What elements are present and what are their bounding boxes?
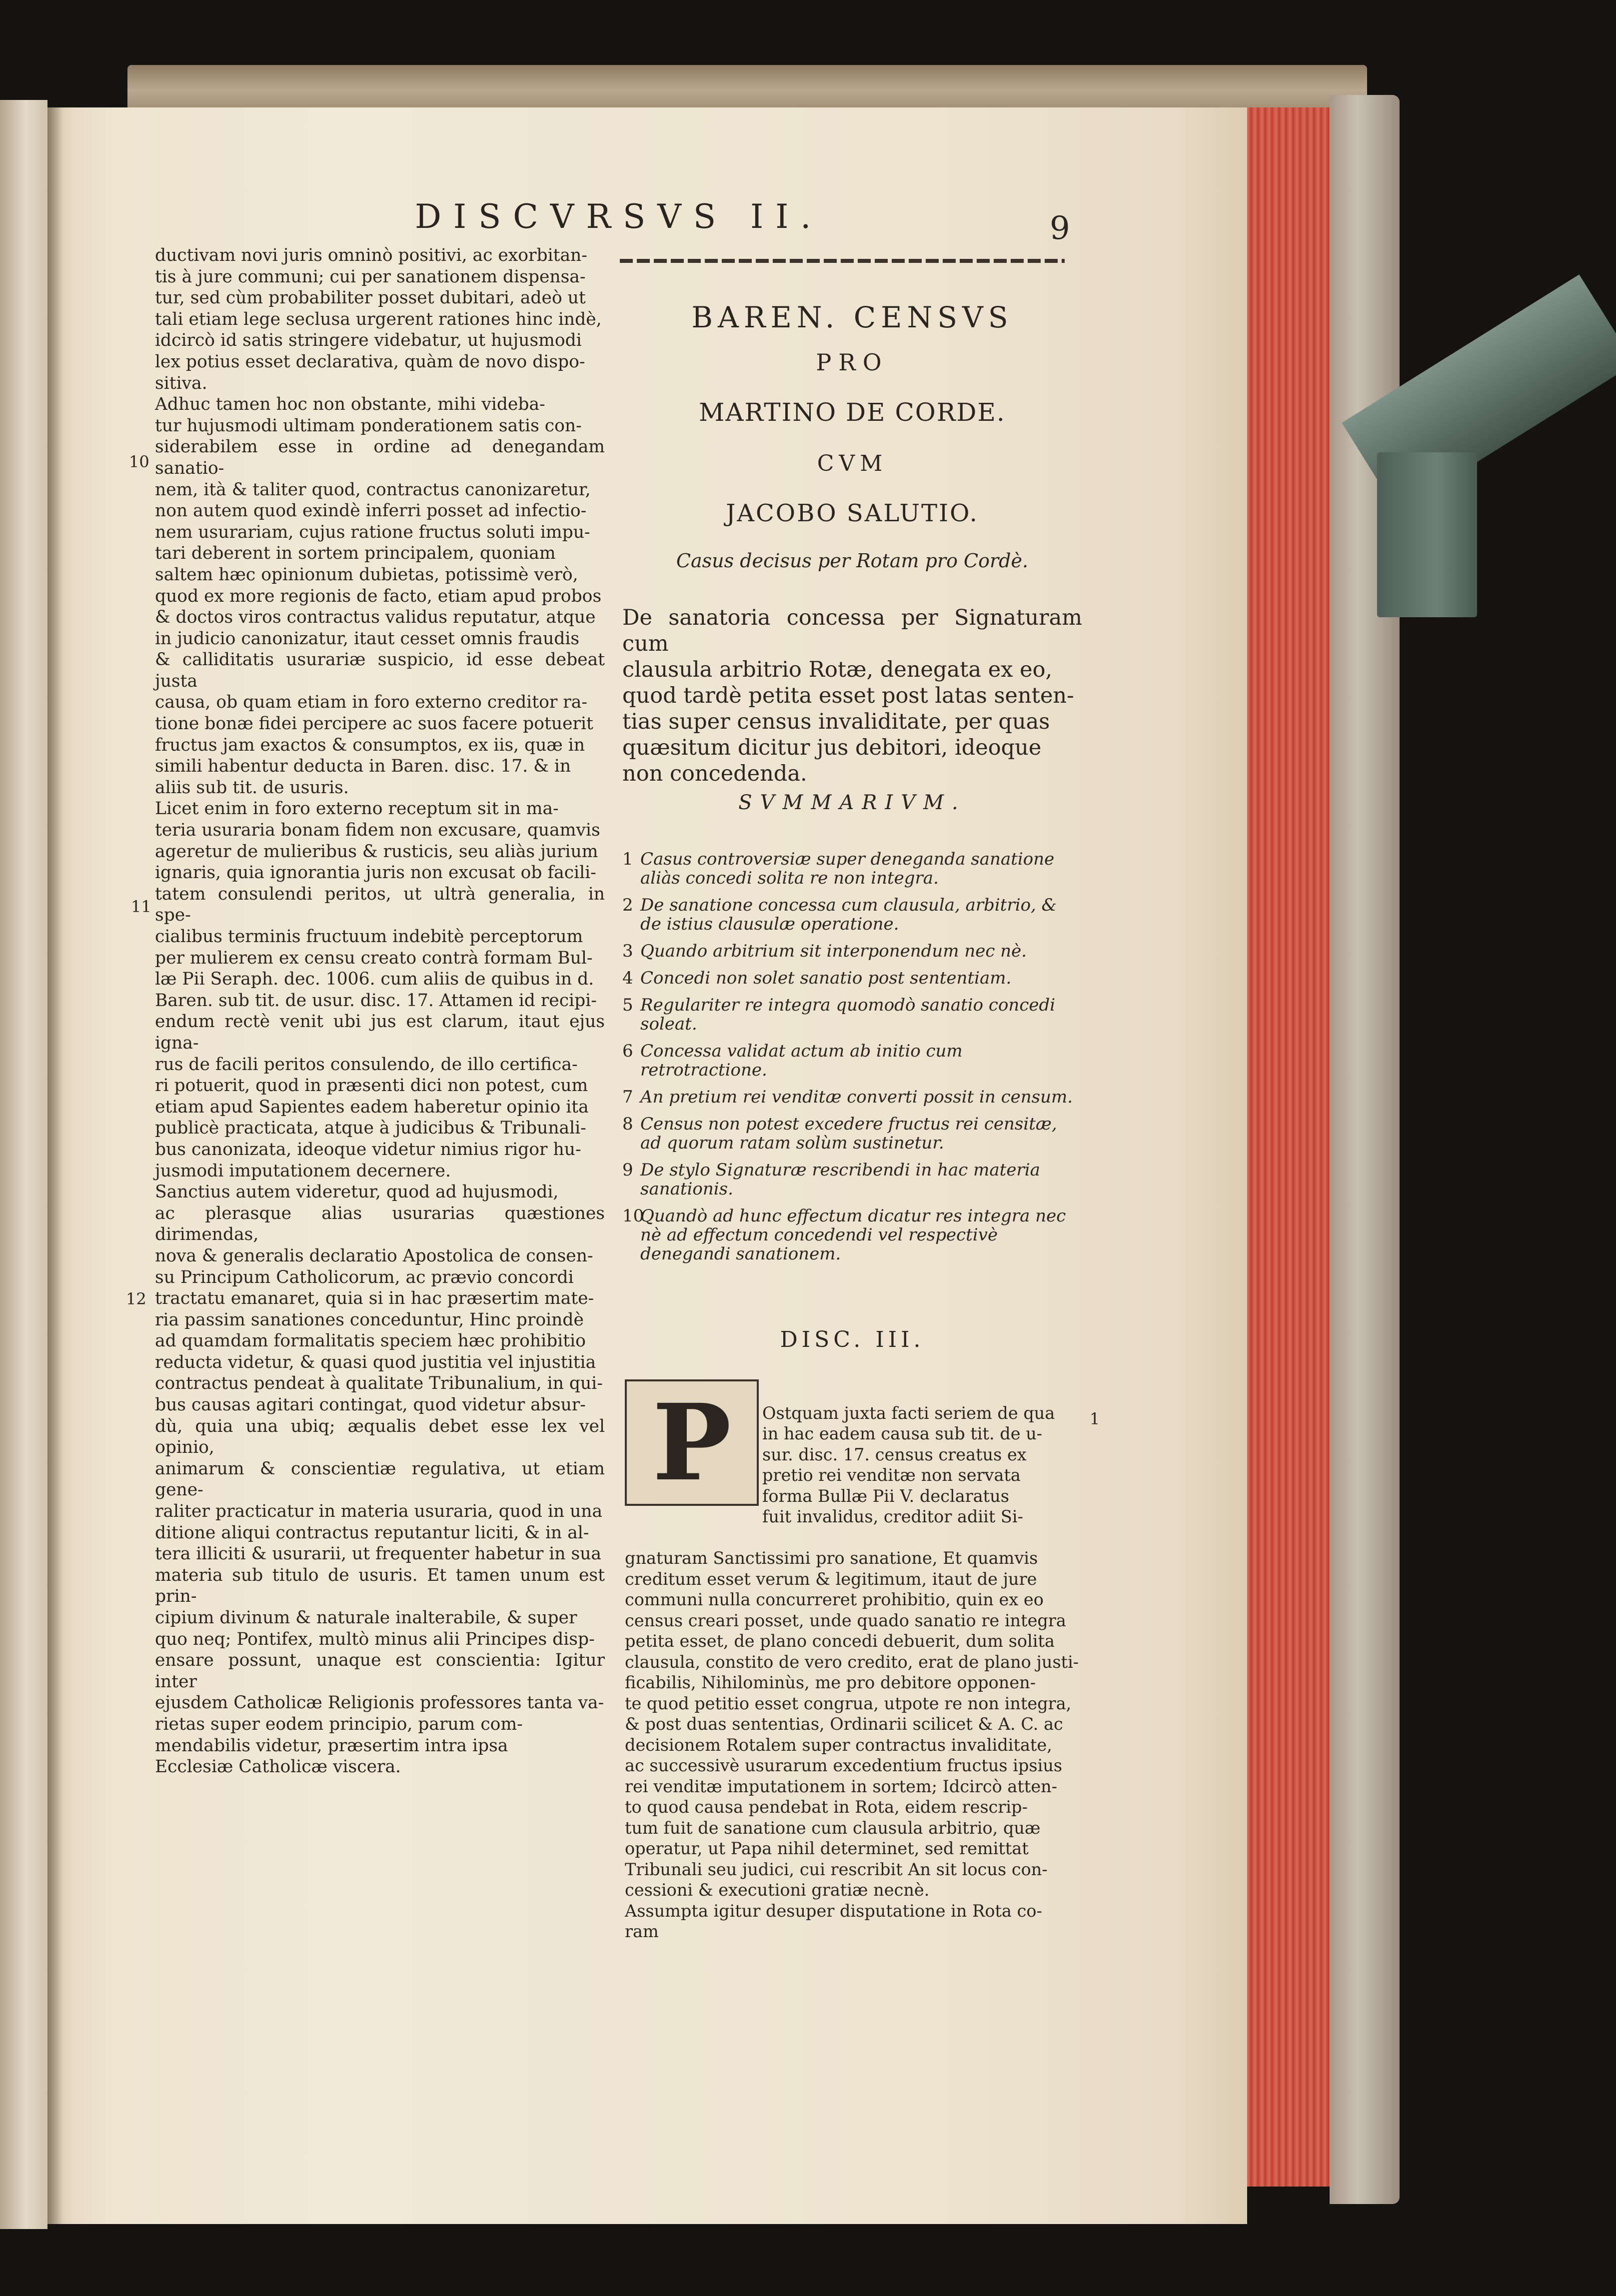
book-cover-top-edge bbox=[127, 65, 1367, 112]
item-text: Quandò ad hunc effectum dicatur res integra nec nè ad effectum concedendi vel respectivè denegandi sanationem. bbox=[640, 1206, 1066, 1264]
right-column-text bbox=[625, 1382, 1082, 1963]
page-gutter-shadow bbox=[47, 107, 62, 2224]
list-item bbox=[622, 942, 1082, 961]
case-abstract: De sanatoria concessa per Signaturam cum clausula arbitrio Rotæ, denegata ex eo, quod tardè petita esset post latas senten- tias super census invaliditate, per quas quæsitum dicitur jus debitori, ideoque non concedenda. bbox=[622, 605, 1082, 786]
list-item bbox=[622, 1088, 1082, 1107]
item-number: 2 bbox=[622, 895, 633, 915]
item-number: 8 bbox=[622, 1114, 633, 1134]
case-header bbox=[617, 290, 1087, 582]
list-item bbox=[622, 1206, 1082, 1263]
list-item bbox=[622, 896, 1082, 934]
case-party-two: JACOBO SALUTIO. bbox=[726, 499, 979, 527]
initial-letter: P bbox=[652, 1380, 731, 1504]
left-page-edge bbox=[0, 100, 47, 2229]
case-party-one: MARTINO DE CORDE. bbox=[699, 398, 1006, 427]
discourse-heading: DISC. III. bbox=[780, 1327, 925, 1352]
item-text: Concessa validat actum ab initio cum retrotractione. bbox=[640, 1041, 963, 1080]
item-number: 4 bbox=[622, 968, 633, 988]
red-page-edges bbox=[1245, 107, 1330, 2187]
case-title: BAREN. CENSVS bbox=[691, 300, 1013, 334]
summarium-list bbox=[622, 850, 1082, 1271]
item-number: 6 bbox=[622, 1041, 633, 1061]
running-head: DISCVRSVS II. bbox=[415, 197, 823, 236]
margin-number: 1 bbox=[1090, 1409, 1100, 1428]
summarium-heading: SVMMARIVM. bbox=[738, 791, 966, 814]
item-text: Concedi non solet sanatio post sententiam. bbox=[640, 968, 1012, 988]
margin-number: 11 bbox=[131, 897, 151, 916]
text-beside-initial: Ostquam juxta facti seriem de qua in hac eadem causa sub tit. de u- sur. disc. 17. census creatus ex pretio rei venditæ non servata forma Bullæ Pii V. declaratus fuit invalidus, creditor adiit Si- bbox=[762, 1403, 1055, 1526]
item-text: Regulariter re integra quomodò sanatio concedi soleat. bbox=[640, 995, 1056, 1034]
item-number: 3 bbox=[622, 941, 633, 961]
item-number: 9 bbox=[622, 1160, 633, 1180]
list-item bbox=[622, 969, 1082, 988]
metal-clasp-plate bbox=[1377, 452, 1477, 617]
case-cum: CVM bbox=[817, 451, 888, 476]
item-number: 1 bbox=[622, 849, 633, 869]
list-item bbox=[622, 1042, 1082, 1080]
item-number: 5 bbox=[622, 995, 633, 1015]
case-pro: PRO bbox=[816, 349, 889, 376]
margin-number: 12 bbox=[126, 1289, 146, 1308]
item-number: 7 bbox=[622, 1087, 633, 1107]
item-number: 10 bbox=[622, 1206, 644, 1226]
case-decision-line: Casus decisus per Rotam pro Cordè. bbox=[676, 550, 1029, 572]
page-number: 9 bbox=[1050, 210, 1070, 247]
list-item bbox=[622, 850, 1082, 888]
item-text: De stylo Signaturæ rescribendi in hac materia sanationis. bbox=[640, 1160, 1040, 1199]
header-rule bbox=[620, 259, 1065, 263]
list-item bbox=[622, 1160, 1082, 1198]
left-column-text: ductivam novi juris omninò positivi, ac exorbitan- tis à jure communi; cui per sanationem dispensa- tur, sed cùm probabiliter posset dubitari, adeò ut tali etiam lege seclusa urgerent rationes hinc indè, idcircò id satis stringere videbatur, ut hujusmodi lex potius esset declarativa, quàm de novo dispo- sitiva. Adhuc tamen hoc non obstante, mihi videba- tur hujusmodi ultimam ponderationem satis con- siderabilem esse in ordine ad denegandam sanatio- nem, ità & taliter quod, contractus canonizaretur, non autem quod exindè inferri posset ad infectio- nem usurariam, cujus ratione fructus soluti impu- tari deberent in sortem principalem, quoniam saltem hæc opinionum dubietas, potissimè verò, quod ex more regionis de facto, etiam apud probos & doctos viros contractus validus reputatur, atque in judicio canonizatur, itaut cesset omnis fraudis & calliditatis usurariæ suspicio, id esse debeat justa causa, ob quam etiam in foro externo creditor ra- tione bonæ fidei percipere ac suos facere potuerit fructus jam exactos & consumptos, ex iis, quæ in simili habentur deducta in Baren. disc. 17. & in aliis sub tit. de usuris. Licet enim in foro externo receptum sit in ma- teria usuraria bonam fidem non excusare, quamvis ageretur de mulieribus & rusticis, seu aliàs jurium ignaris, quia ignorantia juris non excusat ob facili- tatem consulendi peritos, ut ultrà generalia, in spe- cialibus terminis fructuum indebitè perceptorum per mulierem ex censu creato contrà formam Bul- læ Pii Seraph. dec. 1006. cum aliis de quibus in d. Baren. sub tit. de usur. disc. 17. Attamen id recipi- endum rectè venit ubi jus est clarum, itaut ejus igna- rus de facili peritos consulendo, de illo certifica- ri potuerit, quod in præsenti dici non potest, cum etiam apud Sapientes eadem haberetur opinio ita publicè practicata, atque à judicibus & Tribunali- bus canonizata, ideoque videtur nimius rigor hu- jusmodi imputationem decernere. Sanctius autem videretur, quod ad hujusmodi, ac plerasque alias usurarias quæstiones dirimendas, nova & generalis declaratio Apostolica de consen- su Principum Catholicorum, ac prævio concordi tractatu emanaret, quia si in hac præsertim mate- ria passim sanationes conceduntur, Hinc proindè ad quamdam formalitatis speciem hæc prohibitio reducta videtur, & quasi quod justitia vel injustitia contractus pendeat à qualitate Tribunalium, in qui- bus causas agitari contingat, quod videtur absur- dù, quia una ubiq; æqualis debet esse lex vel opinio, animarum & conscientiæ regulativa, ut etiam gene- raliter practicatur in materia usuraria, quod in una ditione aliqui contractus reputantur liciti, & in al- tera illiciti & usurarii, ut frequenter habetur in sua materia sub titulo de usuris. Et tamen unum est prin- cipium divinum & naturale inalterabile, & super quo neq; Pontifex, multò minus alii Principes disp- ensare possunt, unaque est conscientia: Igitur inter ejusdem Catholicæ Religionis professores tanta va- rietas super eodem principio, parum com- mendabilis videtur, præsertim intra ipsa Ecclesiæ Catholicæ viscera. bbox=[155, 245, 605, 1777]
margin-number: 10 bbox=[129, 452, 149, 471]
item-text: Census non potest excedere fructus rei censitæ, ad quorum ratam solùm sustinetur. bbox=[640, 1114, 1057, 1153]
list-item bbox=[622, 996, 1082, 1034]
item-text: De sanatione concessa cum clausula, arbitrio, & de istius clausulæ operatione. bbox=[640, 895, 1057, 934]
item-text: Quando arbitrium sit interponendum nec nè. bbox=[640, 941, 1027, 961]
text-body: gnaturam Sanctissimi pro sanatione, Et quamvis creditum esset verum & legitimum, itaut de jure communi nulla concurreret prohibitio, quin ex eo census creari posset, unde quado sanatio re integra petita esset, de plano concedi debuerit, dum solita clausula, constito de vero credito, erat de plano justi- ficabilis, Nihilominùs, me pro debitore opponen- te quod petitio esset congrua, utpote re non integra, & post duas sententias, Ordinarii scilicet & A. C. ac decisionem Rotalem super contractus invaliditate, ac successivè usurarum excedentium fructus ipsius rei venditæ imputationem in sortem; Idcircò atten- to quod causa pendebat in Rota, eidem rescrip- tum fuit de sanatione cum clausula arbitrio, quæ operatur, ut Papa nihil determinet, sed remittat Tribunali seu judici, cui rescribit An sit locus con- cessioni & executioni gratiæ necnè. Assumpta igitur desuper disputatione in Rota co- ram bbox=[625, 1548, 1079, 1941]
item-text: Casus controversiæ super deneganda sanatione aliàs concedi solita re non integra. bbox=[640, 849, 1055, 888]
list-item bbox=[622, 1115, 1082, 1152]
item-text: An pretium rei venditæ converti possit in censum. bbox=[640, 1087, 1073, 1107]
